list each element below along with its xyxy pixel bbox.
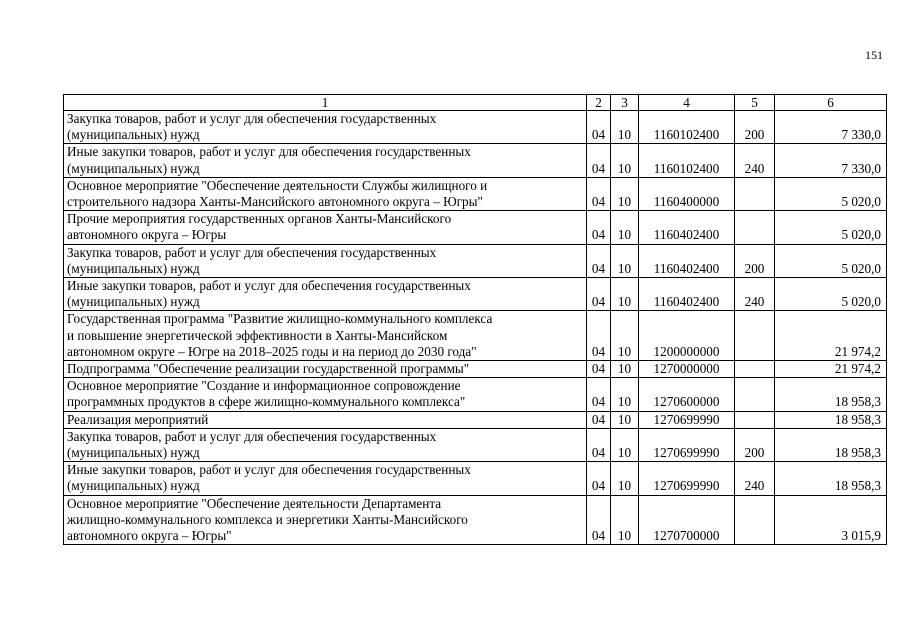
row-subsection-code: 10 bbox=[611, 411, 639, 428]
row-amount: 3 015,9 bbox=[775, 495, 887, 545]
row-amount: 7 330,0 bbox=[775, 111, 887, 144]
table-row bbox=[64, 111, 887, 144]
row-target-article-code: 1200000000 bbox=[639, 311, 735, 361]
row-expense-type-code: 200 bbox=[735, 428, 775, 461]
row-target-article-code: 1270699990 bbox=[639, 428, 735, 461]
row-expense-type-code bbox=[735, 361, 775, 378]
row-expense-type-code bbox=[735, 495, 775, 545]
row-target-article-code: 1270699990 bbox=[639, 411, 735, 428]
row-subsection-code: 10 bbox=[611, 428, 639, 461]
row-section-code: 04 bbox=[587, 411, 611, 428]
row-section-code: 04 bbox=[587, 211, 611, 244]
row-amount: 21 974,2 bbox=[775, 361, 887, 378]
row-amount: 18 958,3 bbox=[775, 428, 887, 461]
row-target-article-code: 1160102400 bbox=[639, 111, 735, 144]
row-amount: 5 020,0 bbox=[775, 278, 887, 311]
row-subsection-code: 10 bbox=[611, 278, 639, 311]
row-description: Основное мероприятие "Обеспечение деятельности Службы жилищного и строительного надзора Ханты-Мансийского автономного округа – Югры" bbox=[64, 177, 587, 210]
row-description: Подпрограмма "Обеспечение реализации государственной программы" bbox=[64, 361, 587, 378]
row-description: Закупка товаров, работ и услуг для обеспечения государственных (муниципальных) нужд bbox=[64, 244, 587, 277]
row-description: Государственная программа "Развитие жилищно-коммунального комплекса и повышение энергетической эффективности в Ханты-Мансийском автономном округе – Югре на 2018–2025 годы и на период до 2030 года" bbox=[64, 311, 587, 361]
row-description: Реализация мероприятий bbox=[64, 411, 587, 428]
row-subsection-code: 10 bbox=[611, 144, 639, 177]
row-section-code: 04 bbox=[587, 111, 611, 144]
row-subsection-code: 10 bbox=[611, 311, 639, 361]
row-section-code: 04 bbox=[587, 244, 611, 277]
row-target-article-code: 1160402400 bbox=[639, 244, 735, 277]
row-amount: 5 020,0 bbox=[775, 211, 887, 244]
row-amount: 18 958,3 bbox=[775, 378, 887, 411]
row-amount: 5 020,0 bbox=[775, 244, 887, 277]
header-col-1: 1 bbox=[64, 95, 587, 111]
row-section-code: 04 bbox=[587, 495, 611, 545]
row-target-article-code: 1160402400 bbox=[639, 278, 735, 311]
row-target-article-code: 1270000000 bbox=[639, 361, 735, 378]
row-target-article-code: 1270600000 bbox=[639, 378, 735, 411]
row-subsection-code: 10 bbox=[611, 111, 639, 144]
row-section-code: 04 bbox=[587, 428, 611, 461]
row-subsection-code: 10 bbox=[611, 177, 639, 210]
row-section-code: 04 bbox=[587, 278, 611, 311]
row-subsection-code: 10 bbox=[611, 211, 639, 244]
header-col-5: 5 bbox=[735, 95, 775, 111]
row-subsection-code: 10 bbox=[611, 361, 639, 378]
row-section-code: 04 bbox=[587, 144, 611, 177]
header-col-3: 3 bbox=[611, 95, 639, 111]
row-description: Закупка товаров, работ и услуг для обеспечения государственных (муниципальных) нужд bbox=[64, 428, 587, 461]
row-amount: 18 958,3 bbox=[775, 411, 887, 428]
table-row bbox=[64, 428, 887, 461]
row-description: Основное мероприятие "Создание и информационное сопровождение программных продуктов в сфере жилищно-коммунального комплекса" bbox=[64, 378, 587, 411]
table-row bbox=[64, 244, 887, 277]
row-expense-type-code: 240 bbox=[735, 144, 775, 177]
row-section-code: 04 bbox=[587, 361, 611, 378]
row-section-code: 04 bbox=[587, 378, 611, 411]
row-description: Иные закупки товаров, работ и услуг для обеспечения государственных (муниципальных) нужд bbox=[64, 144, 587, 177]
row-description: Прочие мероприятия государственных органов Ханты-Мансийского автономного округа – Югры bbox=[64, 211, 587, 244]
row-expense-type-code: 200 bbox=[735, 244, 775, 277]
table-row bbox=[64, 278, 887, 311]
row-expense-type-code bbox=[735, 211, 775, 244]
row-section-code: 04 bbox=[587, 177, 611, 210]
row-target-article-code: 1270699990 bbox=[639, 462, 735, 495]
row-description: Закупка товаров, работ и услуг для обеспечения государственных (муниципальных) нужд bbox=[64, 111, 587, 144]
row-expense-type-code: 240 bbox=[735, 462, 775, 495]
table-row bbox=[64, 361, 887, 378]
row-expense-type-code bbox=[735, 177, 775, 210]
table-row bbox=[64, 144, 887, 177]
row-target-article-code: 1160102400 bbox=[639, 144, 735, 177]
row-expense-type-code: 240 bbox=[735, 278, 775, 311]
header-col-6: 6 bbox=[775, 95, 887, 111]
row-section-code: 04 bbox=[587, 462, 611, 495]
row-target-article-code: 1160402400 bbox=[639, 211, 735, 244]
table-row bbox=[64, 311, 887, 361]
row-subsection-code: 10 bbox=[611, 378, 639, 411]
row-target-article-code: 1270700000 bbox=[639, 495, 735, 545]
table-header-row bbox=[64, 95, 887, 111]
row-amount: 5 020,0 bbox=[775, 177, 887, 210]
page-number: 151 bbox=[865, 48, 883, 62]
row-section-code: 04 bbox=[587, 311, 611, 361]
row-amount: 7 330,0 bbox=[775, 144, 887, 177]
row-description: Иные закупки товаров, работ и услуг для обеспечения государственных (муниципальных) нужд bbox=[64, 278, 587, 311]
row-expense-type-code bbox=[735, 378, 775, 411]
table-row bbox=[64, 462, 887, 495]
row-description: Основное мероприятие "Обеспечение деятельности Департамента жилищно-коммунального комплекса и энергетики Ханты-Мансийского автономного округа – Югры" bbox=[64, 495, 587, 545]
row-subsection-code: 10 bbox=[611, 244, 639, 277]
row-expense-type-code: 200 bbox=[735, 111, 775, 144]
budget-table bbox=[63, 94, 887, 545]
row-expense-type-code bbox=[735, 311, 775, 361]
table-row bbox=[64, 177, 887, 210]
row-subsection-code: 10 bbox=[611, 462, 639, 495]
row-expense-type-code bbox=[735, 411, 775, 428]
header-col-4: 4 bbox=[639, 95, 735, 111]
table-row bbox=[64, 495, 887, 545]
row-amount: 18 958,3 bbox=[775, 462, 887, 495]
table-row bbox=[64, 411, 887, 428]
row-amount: 21 974,2 bbox=[775, 311, 887, 361]
row-subsection-code: 10 bbox=[611, 495, 639, 545]
header-col-2: 2 bbox=[587, 95, 611, 111]
table-row bbox=[64, 211, 887, 244]
table-row bbox=[64, 378, 887, 411]
row-description: Иные закупки товаров, работ и услуг для обеспечения государственных (муниципальных) нужд bbox=[64, 462, 587, 495]
row-target-article-code: 1160400000 bbox=[639, 177, 735, 210]
